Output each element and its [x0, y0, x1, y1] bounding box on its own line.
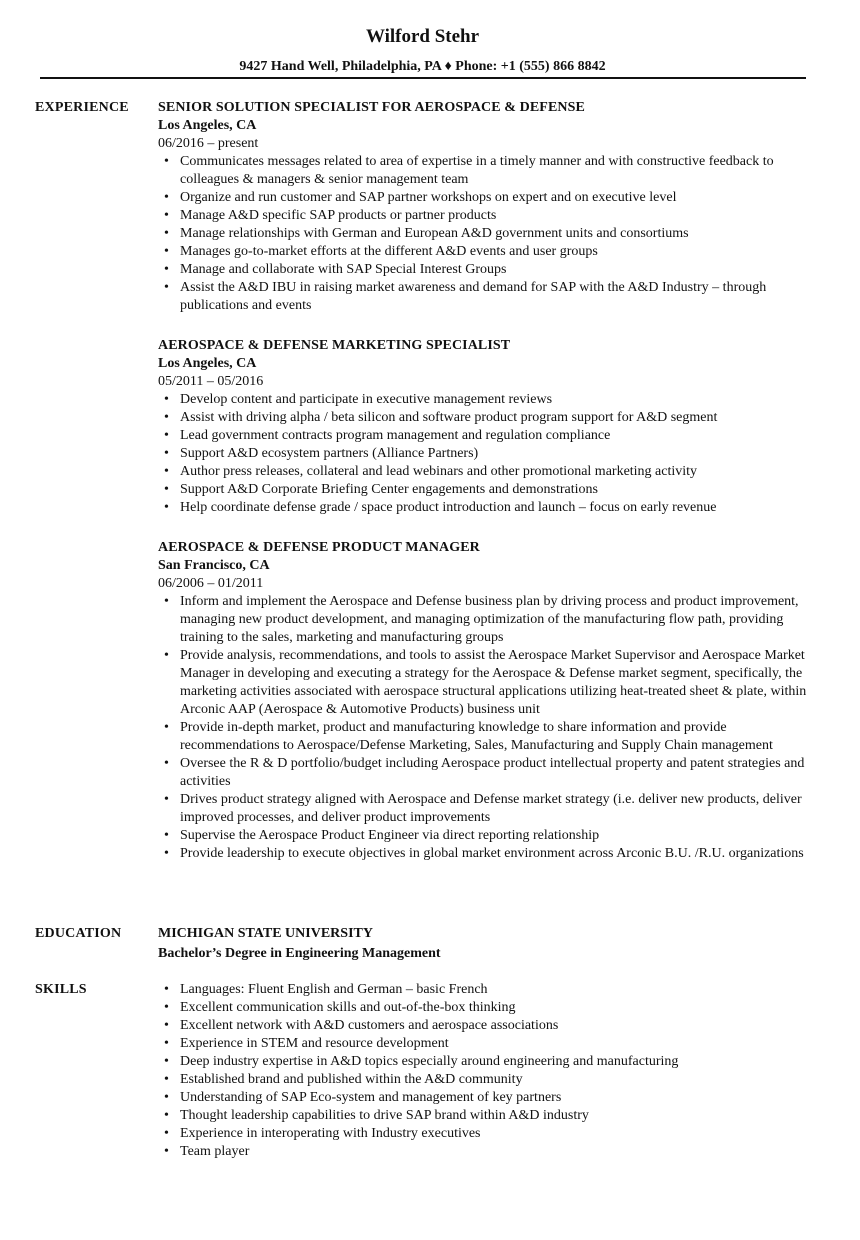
experience-body: [158, 99, 810, 885]
candidate-name: Wilford Stehr: [365, 26, 480, 47]
bullet-item: • Drives product strategy aligned with Aerospace and Defense market strategy (i.e. deliver new products, deliver improved processes, and deliver product improvements: [158, 791, 810, 827]
job-location: San Francisco, CA: [158, 558, 270, 573]
job-dates: 06/2016 – present: [158, 136, 259, 151]
resume-header: [40, 24, 805, 76]
skill-item: • Experience in STEM and resource development: [158, 1035, 810, 1053]
skill-item: • Understanding of SAP Eco-system and management of key partners: [158, 1089, 810, 1107]
skill-item: • Experience in interoperating with Industry executives: [158, 1125, 810, 1143]
job-bullets: [158, 153, 810, 315]
job-bullets: [158, 391, 810, 517]
section-label-skills: SKILLS: [35, 982, 87, 997]
job-entry: [158, 539, 810, 863]
job-title: AEROSPACE & DEFENSE PRODUCT MANAGER: [158, 540, 480, 555]
section-label-experience: EXPERIENCE: [35, 100, 129, 115]
job-title: SENIOR SOLUTION SPECIALIST FOR AEROSPACE & DEFENSE: [158, 100, 585, 115]
bullet-item: • Communicates messages related to area of expertise in a timely manner and with constructive feedback to colleagues & managers & senior management team: [158, 153, 810, 189]
skill-item: • Thought leadership capabilities to drive SAP brand within A&D industry: [158, 1107, 810, 1125]
bullet-item: • Develop content and participate in executive management reviews: [158, 391, 810, 409]
skill-item: • Excellent network with A&D customers and aerospace associations: [158, 1017, 810, 1035]
bullet-item: • Lead government contracts program management and regulation compliance: [158, 427, 810, 445]
bullet-item: • Assist with driving alpha / beta silicon and software product program support for A&D segment: [158, 409, 810, 427]
job-dates: 06/2006 – 01/2011: [158, 576, 264, 591]
job-location: Los Angeles, CA: [158, 356, 257, 371]
job-title: AEROSPACE & DEFENSE MARKETING SPECIALIST: [158, 338, 511, 353]
job-dates: 05/2011 – 05/2016: [158, 374, 264, 389]
education-body: [158, 925, 810, 963]
job-location: Los Angeles, CA: [158, 118, 257, 133]
bullet-item: • Manages go-to-market efforts at the different A&D events and user groups: [158, 243, 810, 261]
bullet-item: • Author press releases, collateral and lead webinars and other promotional marketing activity: [158, 463, 810, 481]
bullet-item: • Provide in-depth market, product and manufacturing knowledge to share information and provide recommendations to Aerospace/Defense Marketing, Sales, Manufacturing and Supply Chain management: [158, 719, 810, 755]
bullet-item: • Provide analysis, recommendations, and tools to assist the Aerospace Market Supervisor and Aerospace Market Manager in developing and executing a strategy for the Aerospace & Defense market segment, specifically, the marketing activities associated with aerospace structural applications utilizing heat-treated sheet & plate, within Arconic AAP (Aerospace & Automotive Products) business unit: [158, 647, 810, 719]
bullet-item: • Provide leadership to execute objectives in global market environment across Arconic B.U. /R.U. organizations: [158, 845, 810, 863]
skills-list: [158, 981, 810, 1161]
job-entry: [158, 99, 810, 315]
skill-item: • Excellent communication skills and out-of-the-box thinking: [158, 999, 810, 1017]
section-label-education: EDUCATION: [35, 926, 122, 941]
bullet-item: • Support A&D Corporate Briefing Center engagements and demonstrations: [158, 481, 810, 499]
bullet-item: • Support A&D ecosystem partners (Alliance Partners): [158, 445, 810, 463]
degree-name: Bachelor’s Degree in Engineering Management: [158, 946, 441, 961]
skill-item: • Languages: Fluent English and German – basic French: [158, 981, 810, 999]
bullet-item: • Manage A&D specific SAP products or partner products: [158, 207, 810, 225]
school-name: MICHIGAN STATE UNIVERSITY: [158, 926, 373, 941]
skills-body: [158, 981, 810, 1161]
job-entry: [158, 337, 810, 517]
skill-item: • Team player: [158, 1143, 810, 1161]
contact-line: 9427 Hand Well, Philadelphia, PA ♦ Phone: +1 (555) 866 8842: [239, 59, 606, 74]
header-divider: [40, 77, 806, 79]
skill-item: • Established brand and published within the A&D community: [158, 1071, 810, 1089]
bullet-item: • Organize and run customer and SAP partner workshops on expert and on executive level: [158, 189, 810, 207]
bullet-item: • Oversee the R & D portfolio/budget including Aerospace product intellectual property and patent strategies and activities: [158, 755, 810, 791]
bullet-item: • Inform and implement the Aerospace and Defense business plan by driving process and product improvement, managing new product development, and managing optimization of the manufacturing flow path, providing training to the sales, marketing and manufacturing groups: [158, 593, 810, 647]
bullet-item: • Supervise the Aerospace Product Engineer via direct reporting relationship: [158, 827, 810, 845]
job-bullets: [158, 593, 810, 863]
bullet-item: • Help coordinate defense grade / space product introduction and launch – focus on early revenue: [158, 499, 810, 517]
bullet-item: • Assist the A&D IBU in raising market awareness and demand for SAP with the A&D Industry – through publications and events: [158, 279, 810, 315]
bullet-item: • Manage relationships with German and European A&D government units and consortiums: [158, 225, 810, 243]
bullet-item: • Manage and collaborate with SAP Special Interest Groups: [158, 261, 810, 279]
skill-item: • Deep industry expertise in A&D topics especially around engineering and manufacturing: [158, 1053, 810, 1071]
